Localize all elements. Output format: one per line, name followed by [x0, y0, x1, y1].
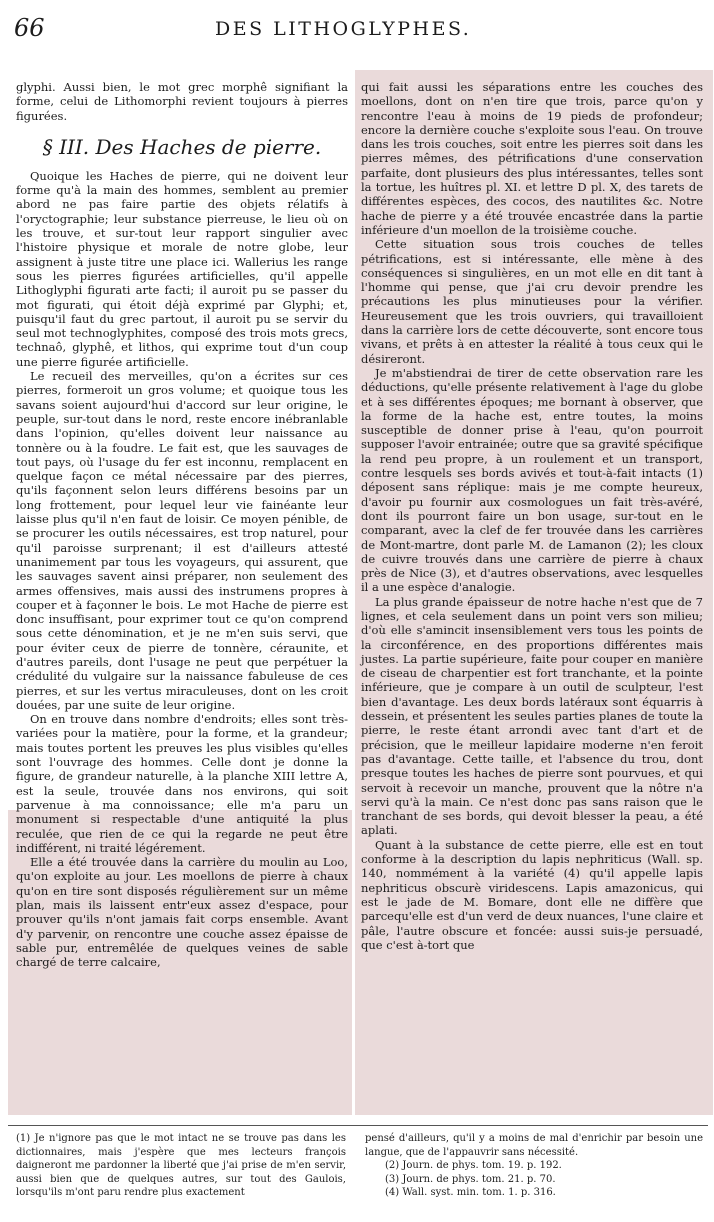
footnote-divider [8, 1125, 708, 1126]
intro-paragraph: glyphi. Aussi bien, le mot grec morphê signifiant la forme, celui de Lithomorphi revient toujours à pierres figurées. [16, 80, 348, 123]
right-column [361, 80, 703, 952]
paragraph: qui fait aussi les séparations entre les couches des moellons, dont on n'en tire que trois, parce qu'on y rencontre l'eau à moins de 19 pieds de profondeur; encore la dernière couche s'exploite sous l'eau. On trouve dans les trois couches, soit entre les pierres soit dans les pierres mêmes, des pétrifications d'une conservation parfaite, dont plusieurs des plus intéressantes, telles sont la tortue, les huîtres pl. XI. et lettre D pl. X, des tarets de différentes espèces, des cocos, des nautilites &c. Notre hache de pierre y a été trouvée encastrée dans la partie inférieure d'un moellon de la troisième couche. [361, 80, 703, 237]
left-column [16, 80, 348, 970]
footnotes-right [365, 1132, 703, 1200]
paragraph: Quoique les Haches de pierre, qui ne doivent leur forme qu'à la main des hommes, semblent au premier abord ne pas faire partie des objets rélatifs à l'oryctographie; leur substance pierreuse, le lieu où on les trouve, et sur-tout leur rapport singulier avec l'histoire physique et morale de notre globe, leur assignent à juste titre une place ici. Wallerius les range sous les pierres figurées artificielles, qu'il appelle Lithoglyphi figurati arte facti; il auroit pu se passer du mot figurati, qui étoit déjà exprimé par Glyphi; et, puisqu'il faut du grec partout, il auroit pu se servir du seul mot technoglyphites, composé des trois mots grecs, technaô, glyphê, et lithos, qui exprime tout d'un coup une pierre figurée artificielle. [16, 168, 348, 369]
footnote-2: (2) Journ. de phys. tom. 19. p. 192. [385, 1160, 562, 1172]
section-heading: § III. Des Haches de pierre. [42, 134, 322, 159]
footnote-1-continued: pensé d'ailleurs, qu'il y a moins de mal d'enrichir par besoin une langue, que de l'appauvrir sans nécessité. [365, 1133, 703, 1158]
paragraph: Elle a été trouvée dans la carrière du moulin au Loo, qu'on exploite au jour. Les moellons de pierre à chaux qu'on en tire sont disposés régulièrement sur un même plan, mais ils laissent entr'eux assez d'espace, pour prouver qu'ils n'ont jamais fait corps ensemble. Avant d'y parvenir, on rencontre une couche assez épaisse de sable pur, entremêlée de quelques veines de sable chargé de terre calcaire, [16, 855, 348, 970]
running-title: DES LITHOGLYPHES. [215, 18, 472, 40]
footnote-1: (1) Je n'ignore pas que le mot intact ne se trouve pas dans les dictionnaires, mais j'espère que mes lecteurs françois daigneront me pardonner la liberté que j'ai prise de m'en servir, aussi bien que de quelques autres, sur tout des Gaulois, lorsqu'ils m'ont paru rendre plus exactement [16, 1133, 346, 1199]
paragraph: La plus grande épaisseur de notre hache n'est que de 7 lignes, et cela seulement dans un point vers son milieu; d'où elle s'amincit insensiblement vers tous les points de la circonférence, en des proportions différentes mais justes. La partie supérieure, faite pour couper en manière de ciseau de charpentier est fort tranchante, et la pointe inférieure, que je compare à un outil de sculpteur, l'est bien d'avantage. Les deux bords latéraux sont équarris à dessein, et présentent les seules parties planes de toute la pierre, le reste étant arrondi avec tant d'art et de précision, que le meilleur lapidaire moderne n'en feroit pas d'avantage. Cette taille, et l'absence du trou, dont presque toutes les haches de pierre sont pourvues, et qui servoit à recevoir un manche, prouvent que la nôtre n'a servi qu'à la main. Ce n'est donc pas sans raison que le tranchant de ses bords, qui devoit blesser la peau, a été aplati. [361, 594, 703, 838]
footnote-4: (4) Wall. syst. min. tom. 1. p. 316. [385, 1187, 556, 1199]
paragraph: On en trouve dans nombre d'endroits; elles sont très-variées pour la matière, pour la forme, et la grandeur; mais toutes portent les preuves les plus visibles qu'elles sont l'ouvrage des hommes. Celle dont je donne la figure, de grandeur naturelle, à la planche XIII lettre A, est la seule, trouvée dans nos environs, qui soit parvenue à ma connoissance; elle m'a paru un monument si respectable d'une antiquité la plus reculée, que rien de ce qui la regarde ne peut être indifférent, ni traité légérement. [16, 712, 348, 855]
footnotes-left [16, 1132, 346, 1200]
paragraph: Quant à la substance de cette pierre, elle est en tout conforme à la description du lapis nephriticus (Wall. sp. 140, nommément à la variété (4) qu'il appelle lapis nephriticus obscurè viridescens. Lapis amazonicus, qui est le jade de M. Bomare, dont elle ne diffère que parcequ'elle est d'un verd de deux nuances, l'une claire et pâle, l'autre obscure et foncée: aussi suis-je persuadé, que c'est à-tort que [361, 837, 703, 952]
page-number: 66 [14, 14, 45, 42]
paragraph: Cette situation sous trois couches de telles pétrifications, est si intéressante, elle mène à des conséquences si singulières, en un mot elle en dit tant à l'homme qui pense, que j'ai cru devoir prendre les précautions les plus minutieuses pour la vérifier. Heureusement que les trois ouvriers, qui travailloient dans la carrière lors de cette découverte, sont encore tous vivans, et prêts à en attester la réalité à tous ceux qui le désireront. [361, 237, 703, 366]
footnote-3: (3) Journ. de phys. tom. 21. p. 70. [385, 1173, 556, 1185]
paragraph: Le recueil des merveilles, qu'on a écrites sur ces pierres, formeroit un gros volume; et quoique tous les savans soient aujourd'hui d'accord sur leur origine, le peuple, sur-tout dans le nord, reste encore inébranlable dans l'opinion, qu'elles doivent leur naissance au tonnère ou à la foudre. Le fait est, que les sauvages de tout pays, où l'usage du fer est inconnu, remplacent en quelque façon ce métal nécessaire par des pierres, qu'ils façonnent selon leurs différens besoins par un long frottement, pour lequel leur vie fainéante leur laisse plus qu'il n'en faut de loisir. Ce moyen pénible, de se procurer les outils nécessaires, est trop naturel, pour qu'il paroisse surprenant; il est d'ailleurs attesté unanimement par tous les voyageurs, qui assurent, que les sauvages savent ainsi préparer, non seulement des armes offensives, mais aussi des instrumens propres à couper et à façonner le bois. Le mot Hache de pierre est donc insuffisant, pour exprimer tout ce qu'on comprend sous cette dénomination, et je ne m'en suis servi, que pour éviter ceux de pierre de tonnère, céraunite, et d'autres pareils, dont l'usage ne peut que perpétuer la crédulité du vulgaire sur la naissance fabuleuse de ces pierres, et sur les vertus miraculeuses, dont on les croit douées, par une suite de leur origine. [16, 369, 348, 712]
paragraph: Je m'abstiendrai de tirer de cette observation rare les déductions, qu'elle présente relativement à l'age du globe et à ses différentes époques; me bornant à observer, que la forme de la hache est, entre toutes, la moins susceptible de donner prise à l'eau, qu'on pourroit supposer l'avoir entrainée; outre que sa gravité spécifique la rend peu propre, à un roulement et un transport, contre lesquels ses bords avivés et tout-à-fait intacts (1) déposent sans réplique: mais je me compte heureux, d'avoir pu fournir aux cosmologues un fait très-avéré, dont ils pourront faire un bon usage, sur-tout en le comparant, avec la clef de fer trouvée dans les carrières de Mont-martre, dont parle M. de Lamanon (2); les cloux de cuivre trouvés dans une carrière de pierre à chaux près de Nice (3), et d'autres observations, avec lesquelles il a une espèce d'analogie. [361, 365, 703, 595]
